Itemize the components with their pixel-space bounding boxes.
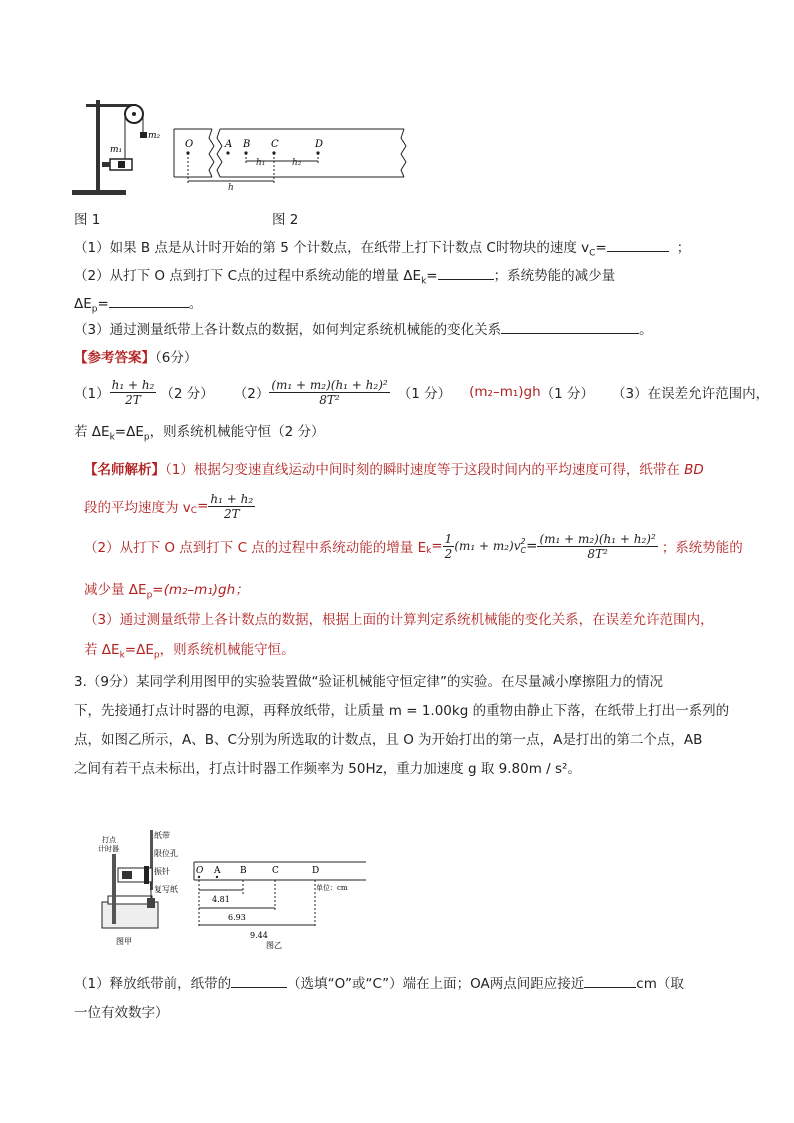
tape-point-B: B <box>240 866 247 876</box>
analysis-vc-fraction: $\frac{\text{h₁ + h₂}}{2T}$ <box>210 491 254 521</box>
analysis-line5: （3）通过测量纸带上各计数点的数据，根据上面的计算判定系统机械能的变化关系，在误差允许范围内， <box>84 612 714 628</box>
analysis-line3: （2）从打下 O 点到打下 C 点的过程中系统动能的增量 E $_k$ = $\frac{1}{2}$ (m₁ + m₂)v 2 C = $\frac{\text{(m₁ + m₂)(h₁ + h₂)²}}{\text{8T²}}$ ；系统势能的 <box>84 531 743 561</box>
analysis-line4: 减少量 $\Delta E_p=(m_2-m_1)gh$； <box>84 582 249 601</box>
label-m1: m₁ <box>110 145 123 155</box>
dist-1: 4.81 <box>212 895 230 904</box>
analysis-half-fraction: $\frac{1}{2}$ <box>444 531 453 561</box>
tape-label-A: A <box>225 139 233 150</box>
label-timer2: 计时器 <box>98 845 119 853</box>
q3-line2: 下，先接通打点计时器的电源，再释放纸带，让质量 m = 1.00kg 的重物由静止下落，在纸带上打出一系列的 <box>74 703 730 719</box>
q2-part1: （1）如果 B 点是从计时开始的第 5 个计数点，在纸带上打下计数点 C时物块的速度 $v_C=$ ； <box>74 240 691 259</box>
answer2-fraction: $\frac{\text{(m₁ + m₂)(h₁ + h₂)²}}{\text{8T²}}$ <box>271 377 388 407</box>
figure-jia-apparatus <box>98 826 198 950</box>
dist-2: 6.93 <box>228 913 246 922</box>
analysis-line6: 若 $\Delta E_k=\Delta E_p$，则系统机械能守恒。 <box>84 642 295 661</box>
q3-sub1: （1）释放纸带前，纸带的 （选填“O”或“C”）端在上面；OA两点间距应接近 cm（取 <box>74 976 684 992</box>
fig1-caption: 图 1 <box>74 212 101 228</box>
label-h2: h₂ <box>292 158 302 168</box>
answer-blank-energy[interactable] <box>501 321 639 334</box>
answer-line2: 若 $\Delta E_k=\Delta E_p$，则系统机械能守恒（2 分） <box>74 424 325 443</box>
tape-label-O: O <box>185 139 194 150</box>
analysis-ek-fraction: $\frac{\text{(m₁ + m₂)(h₁ + h₂)²}}{\text{8T²}}$ <box>539 531 656 561</box>
label-needle: 振针 <box>154 867 170 876</box>
label-h: h <box>228 183 234 193</box>
answer-blank-end[interactable] <box>231 975 287 988</box>
label-m2: m₂ <box>148 131 161 141</box>
figure-1-apparatus <box>66 92 176 202</box>
tape-label-C: C <box>271 139 279 150</box>
answer-blank-ek[interactable] <box>438 267 494 280</box>
tape-point-O: O <box>196 866 204 876</box>
label-unit: 单位：cm <box>316 884 348 892</box>
label-paper: 复写纸 <box>154 885 178 894</box>
q3-line4: 之间有若干点未标出，打点计时器工作频率为 50Hz，重力加速度 g 取 9.80m / s²。 <box>74 761 581 777</box>
q2-part2b: $\Delta E_p=$ 。 <box>74 296 203 315</box>
fig2-caption: 图 2 <box>272 212 299 228</box>
figure-2-tape <box>168 124 413 196</box>
label-tape: 纸带 <box>154 831 170 840</box>
answer-blank-vc[interactable] <box>607 239 669 252</box>
tape-label-B: B <box>243 139 251 150</box>
q3-line3: 点，如图乙所示，A、B、C分别为所选取的计数点，且 O 为开始打出的第一点，A是打出的第二个点，AB <box>74 732 703 748</box>
answer-blank-ep[interactable] <box>109 295 189 308</box>
answer-blank-oa[interactable] <box>584 975 636 988</box>
tape-point-D: D <box>312 866 320 876</box>
q2-part3: （3）通过测量纸带上各计数点的数据，如何判定系统机械能的变化关系 。 <box>74 322 653 338</box>
tape-point-A: A <box>214 866 221 876</box>
fig-jia-caption: 图甲 <box>116 937 132 946</box>
answer-header: 【参考答案】（6分） <box>74 350 198 366</box>
q2-part2: （2）从打下 O 点到打下 C点的过程中系统动能的增量 $\Delta E_k=$ ；系统势能的减少量 <box>74 268 616 287</box>
fig-yi-caption: 图乙 <box>266 941 282 950</box>
analysis-line1: 【名师解析】（1）根据匀变速直线运动中间时刻的瞬时速度等于这段时间内的平均速度可得，纸带在 BD <box>84 462 704 478</box>
q3-sub1-line2: 一位有效数字） <box>74 1005 169 1021</box>
dist-3: 9.44 <box>250 931 268 940</box>
label-h1: h₁ <box>256 158 266 168</box>
label-hole: 限位孔 <box>154 849 178 858</box>
tape-point-C: C <box>272 866 279 876</box>
analysis-line2: 段的平均速度为 v $_C$ = $\frac{\text{h₁ + h₂}}{2T}$ <box>84 491 254 521</box>
figure-yi-tape <box>190 858 370 950</box>
tape-label-D: D <box>315 139 324 150</box>
answer1-fraction: $\frac{\text{h₁ + h₂}}{2T}$ <box>111 377 155 407</box>
q3-line1: 3.（9分）某同学利用图甲的实验装置做“验证机械能守恒定律”的实验。在尽量减小摩擦阻力的情况 <box>74 674 663 690</box>
label-timer: 打点 <box>102 836 116 844</box>
answer-line1: （1） $\frac{\text{h₁ + h₂}}{2T}$ （2 分） （2） $\frac{\text{(m₁ + m₂)(h₁ + h₂)²}}{\text{8T²}}$ （1 分） (m₂–m₁)gh （1 分） （3）在误差允许范围内， <box>74 377 770 407</box>
